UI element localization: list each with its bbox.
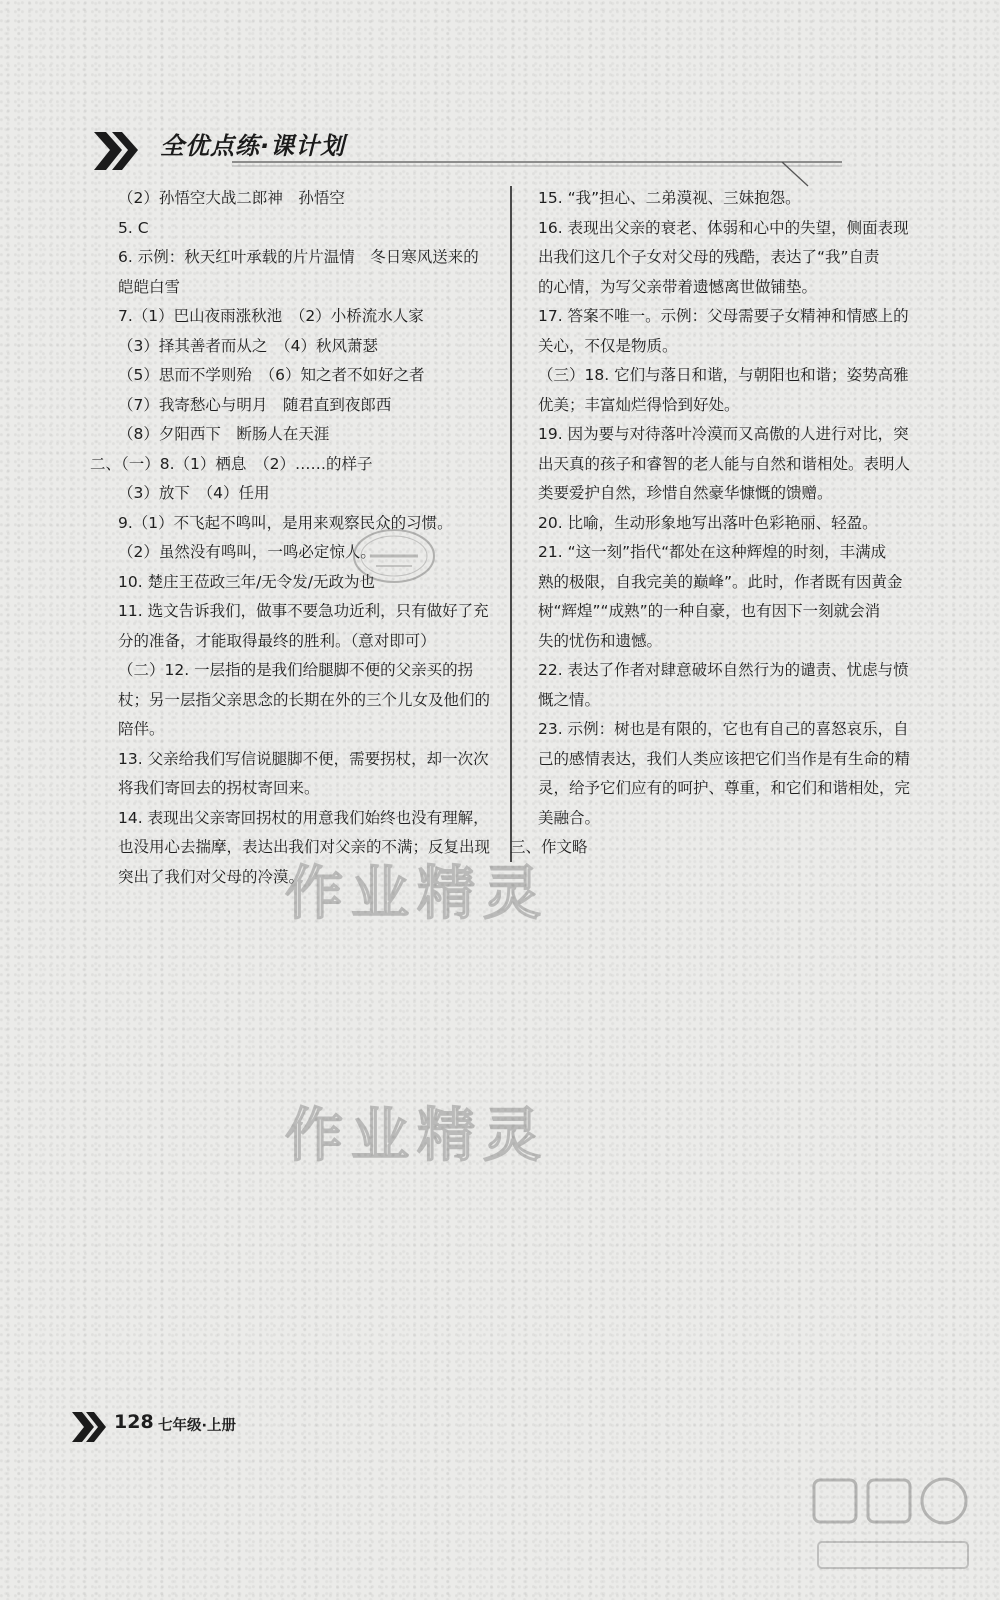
answer-line: 陪伴。 <box>118 720 165 738</box>
watermark-text: 作业精灵 <box>285 859 550 927</box>
answer-line: （二）12. 一层指的是我们给腿脚不便的父亲买的拐 <box>118 661 474 679</box>
answer-line: （3）择其善者而从之 （4）秋风萧瑟 <box>118 336 378 355</box>
answer-line: 7.（1）巴山夜雨涨秋池 （2）小桥流水人家 <box>118 307 424 325</box>
answer-line: （2）虽然没有鸣叫，一鸣必定惊人。 <box>118 543 376 561</box>
grade-label: 七年级·上册 <box>158 1418 237 1434</box>
right-answer-column <box>510 184 911 863</box>
answer-line: 23. 示例：树也是有限的，它也有自己的喜怒哀乐，自 <box>538 720 909 738</box>
answer-line: 5. C <box>118 218 149 237</box>
answer-line: 突出了我们对父母的冷漠。 <box>118 867 305 886</box>
answer-line: 6. 示例：秋天红叶承载的片片温情 冬日寒风送来的 <box>118 248 479 266</box>
answer-line: 9.（1）不飞起不鸣叫，是用来观察民众的习惯。 <box>118 513 453 532</box>
answer-line: 15. “我”担心、二弟漠视、三妹抱怨。 <box>538 189 801 207</box>
answer-line: 熟的极限，自我完美的巅峰”。此时，作者既有因黄金 <box>538 572 903 591</box>
answer-line: （2）孙悟空大战二郎神 孙悟空 <box>118 189 345 207</box>
answer-line: 13. 父亲给我们写信说腿脚不便，需要拐杖，却一次次 <box>118 749 489 768</box>
answer-line: 14. 表现出父亲寄回拐杖的用意我们始终也没有理解， <box>118 808 489 827</box>
answer-line: 的心情，为写父亲带着遗憾离世做铺垫。 <box>538 277 818 296</box>
answer-line: 树“辉煌”“成熟”的一种自豪，也有因下一刻就会消 <box>538 602 881 620</box>
answer-line: 关心，不仅是物质。 <box>538 336 678 355</box>
answer-line: （三）18. 它们与落日和谐，与朝阳也和谐；姿势高雅 <box>538 366 909 384</box>
watermark-stamp-icon <box>350 526 438 586</box>
answer-line: 16. 表现出父亲的衰老、体弱和心中的失望，侧面表现 <box>538 218 909 237</box>
left-answer-column <box>90 184 496 892</box>
answer-line: 20. 比喻，生动形象地写出落叶色彩艳丽、轻盈。 <box>538 513 878 532</box>
answer-line: 杖；另一层指父亲思念的长期在外的三个儿女及他们的 <box>118 690 491 709</box>
answer-line: （8）夕阳西下 断肠人在天涯 <box>118 425 330 443</box>
answer-line: 21. “这一刻”指代“都处在这种辉煌的时刻，丰满成 <box>538 543 887 561</box>
answer-line: 出天真的孩子和睿智的老人能与自然和谐相处。表明人 <box>538 454 911 473</box>
answer-line: 灵，给予它们应有的呵护、尊重，和它们和谐相处，完 <box>538 779 911 797</box>
answer-line: 皑皑白雪 <box>118 277 181 296</box>
column-divider <box>510 186 512 862</box>
bottom-brand-watermark-icon <box>808 1472 980 1590</box>
watermark-text: 作业精灵 <box>285 1101 550 1169</box>
answer-line: 17. 答案不唯一。示例：父母需要子女精神和情感上的 <box>538 307 909 325</box>
answer-line: 出我们这几个子女对父母的残酷，表达了“我”自责 <box>538 248 880 266</box>
answer-line: 失的忧伤和遗憾。 <box>538 631 663 650</box>
section-heading-line: 二、（一）8.（1）栖息 （2）……的样子 <box>90 454 373 473</box>
section-heading-line: 三、作文略 <box>510 838 588 856</box>
answer-line: 11. 选文告诉我们，做事不要急功近利，只有做好了充 <box>118 602 489 620</box>
header-title: 全优点练·课计划 <box>160 132 346 160</box>
answer-line: 己的感情表达，我们人类应该把它们当作是有生命的精 <box>538 749 911 768</box>
answer-line: 22. 表达了作者对肆意破坏自然行为的谴责、忧虑与愤 <box>538 661 909 679</box>
answer-line: 慨之情。 <box>538 690 601 709</box>
answer-line: （5）思而不学则殆 （6）知之者不如好之者 <box>118 366 425 384</box>
answer-line: 美融合。 <box>538 808 601 827</box>
footer-logo-icon <box>70 1410 110 1444</box>
answer-line: （3）放下 （4）任用 <box>118 484 270 502</box>
answer-line: 也没用心去揣摩，表达出我们对父亲的不满；反复出现 <box>118 838 491 856</box>
answer-line: 19. 因为要与对待落叶冷漠而又高傲的人进行对比，突 <box>538 425 909 443</box>
answer-line: 10. 楚庄王莅政三年/无令发/无政为也 <box>118 572 376 591</box>
answer-line: 类要爱护自然，珍惜自然豪华慷慨的馈赠。 <box>538 484 833 502</box>
answer-line: 分的准备，才能取得最终的胜利。（意对即可） <box>118 631 436 650</box>
answer-line: （7）我寄愁心与明月 随君直到夜郎西 <box>118 395 392 414</box>
page-number: 128 <box>114 1411 154 1433</box>
answer-line: 优美；丰富灿烂得恰到好处。 <box>538 395 740 414</box>
answer-line: 将我们寄回去的拐杖寄回来。 <box>118 779 320 797</box>
